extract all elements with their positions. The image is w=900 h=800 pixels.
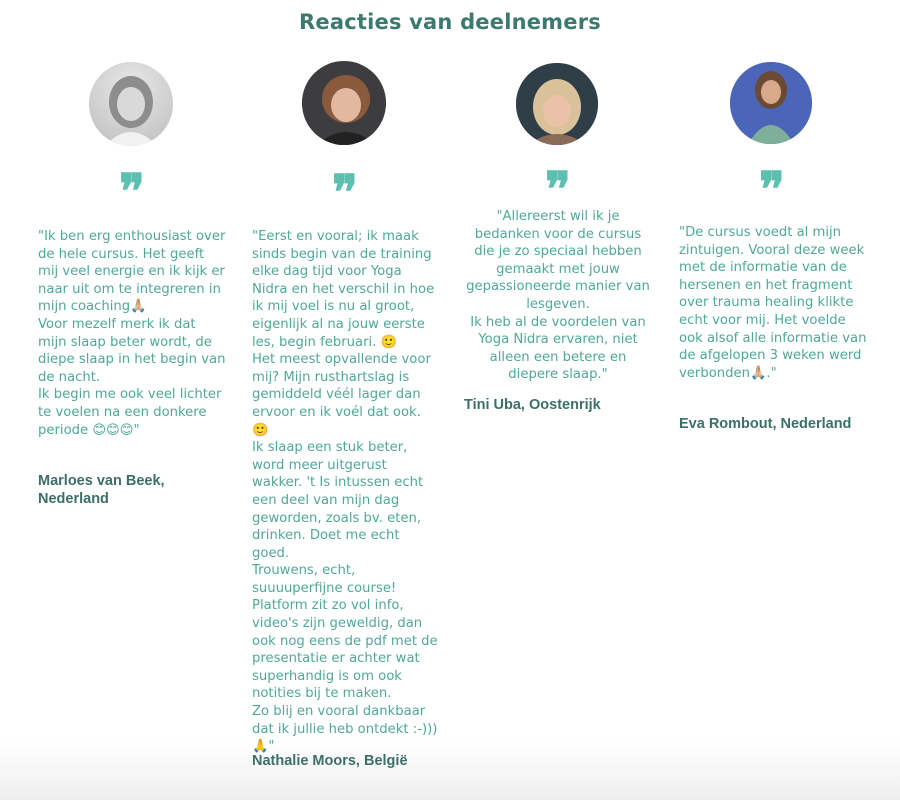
testimonial-text: "Allereerst wil ik je bedanken voor de cursus die je zo speciaal hebben gemaakt met jouw gepassioneerde manier van lesgeven. Ik heb al de voordelen van Yoga Nidra ervaren, niet alleen een betere en diepere slaap."	[466, 209, 650, 383]
quote-icon: ❞	[119, 172, 145, 200]
testimonial-author: Marloes van Beek, Nederland	[38, 473, 165, 507]
avatar	[516, 63, 598, 145]
testimonial-author: Nathalie Moors, België	[252, 753, 408, 769]
testimonial-author: Tini Uba, Oostenrijk	[464, 397, 601, 413]
testimonial-text: "Eerst en vooral; ik maak sinds begin van de training elke dag tijd voor Yoga Nidra en het verschil in hoe ik mij voel is nu al groot, eigenlijk al na jouw eerste les, begin februari. 🙂 Het meest opvallende voor mij? Mijn rusthartslag is gemiddeld véél lager dan ervoor en ik voél dat ook. 🙂 Ik slaap een stuk beter, word meer uitgerust wakker. 't Is intussen echt een deel van mijn dag geworden, zoals bv. eten, drinken. Doet me echt goed. Trouwens, echt, suuuuperfijne course! Platform zit zo vol info, video's zijn geweldig, dan ook nog eens de pdf met de presentatie er achter wat superhandig is om ook notities bij te maken. Zo blij en vooral dankbaar dat ik jullie heb ontdekt :-))) 🙏"	[252, 229, 438, 755]
testimonial-author: Eva Rombout, Nederland	[679, 416, 852, 432]
avatar	[302, 61, 386, 145]
avatar	[730, 62, 812, 144]
section-title: Reacties van deelnemers	[299, 10, 601, 34]
quote-icon: ❞	[759, 170, 785, 198]
quote-icon: ❞	[545, 170, 571, 198]
testimonial-text: "Ik ben erg enthousiast over de hele cursus. Het geeft mij veel energie en ik kijk er naar uit om te integreren in mijn coaching🙏🏼 Voor mezelf merk ik dat mijn slaap beter wordt, de diepe slaap in het begin van de nacht. Ik begin me ook veel lichter te voelen na een donkere periode 😊😊😊"	[38, 229, 226, 438]
testimonial-text: "De cursus voedt al mijn zintuigen. Vooral deze week met de informatie van de hersenen en het fragment over trauma healing klikte echt voor mij. Het voelde ook alsof alle informatie van de afgelopen 3 weken werd verbonden🙏🏼."	[679, 225, 867, 381]
avatar	[89, 62, 173, 146]
quote-icon: ❞	[332, 173, 358, 201]
